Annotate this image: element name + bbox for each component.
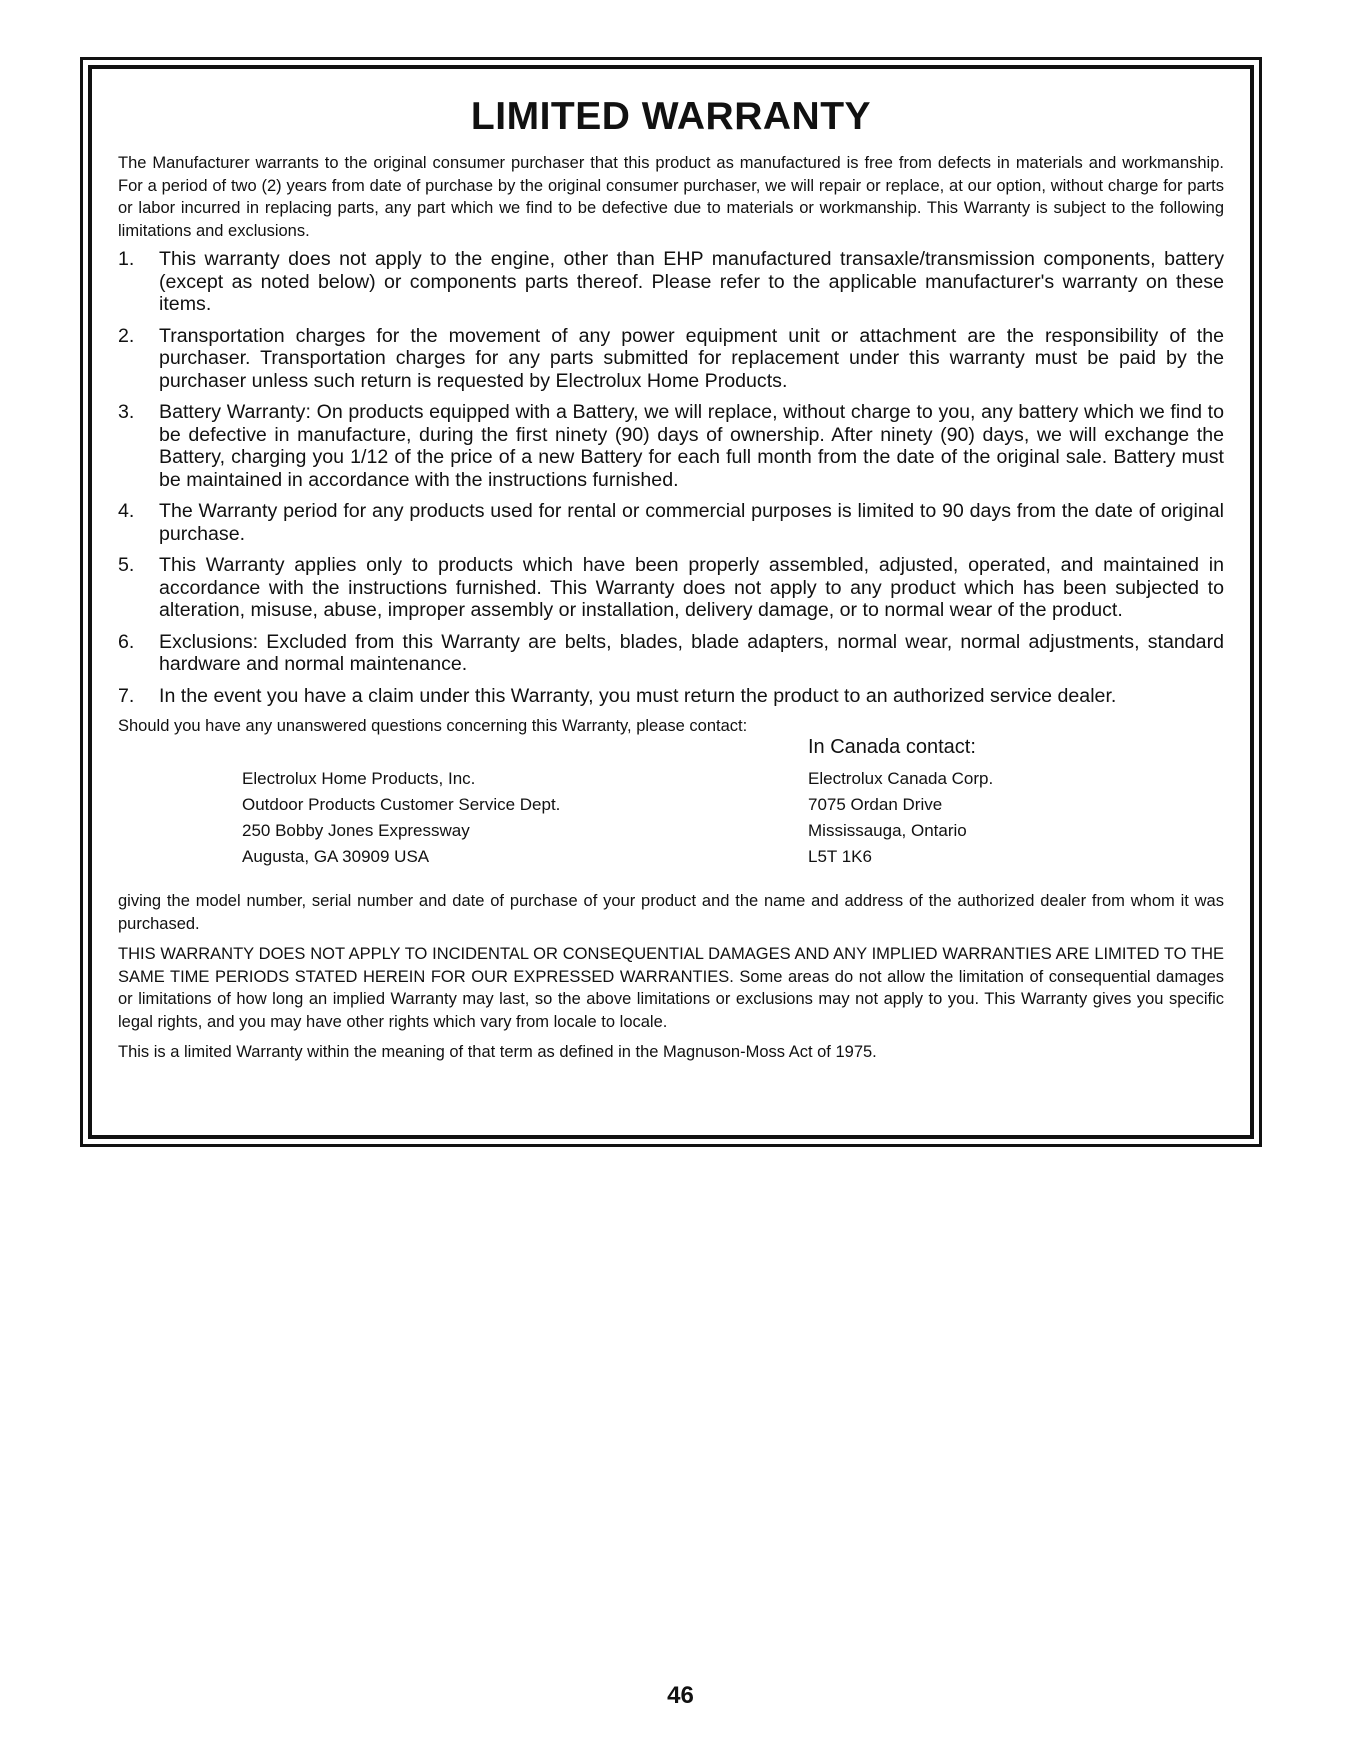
list-item <box>118 500 1224 545</box>
item-number: 4. <box>118 500 135 522</box>
item-number: 3. <box>118 401 135 423</box>
intro-paragraph: The Manufacturer warrants to the original consumer purchaser that this product as manufactured is free from defects in materials and workmanship. For a period of two (2) years from date of purchase by the original consumer purchaser, we will repair or replace, at our option, without charge for parts or labor incurred in replacing parts, any part which we find to be defective due to materials or workmanship. This Warranty is subject to the following limitations and exclusions. <box>118 154 1224 240</box>
page-number: 46 <box>667 1682 694 1709</box>
item-text: This warranty does not apply to the engine, other than EHP manufactured transaxle/transmission components, battery (except as noted below) or components parts thereof. Please refer to the applicable manufacturer's warranty on these items. <box>159 248 1224 315</box>
item-number: 6. <box>118 630 135 653</box>
address-line: L5T 1K6 <box>808 847 872 866</box>
item-number: 2. <box>118 324 135 347</box>
closing-paragraph: This is a limited Warranty within the meaning of that term as defined in the Magnuson-Moss Act of 1975. <box>118 1043 877 1061</box>
contact-intro: Should you have any unanswered questions concerning this Warranty, please contact: <box>118 717 748 735</box>
giving-paragraph: giving the model number, serial number and date of purchase of your product and the name and address of the authorized dealer from whom it was purchased. <box>118 892 1224 933</box>
address-line: Electrolux Home Products, Inc. <box>242 769 476 788</box>
item-number: 1. <box>118 248 135 270</box>
page-title: LIMITED WARRANTY <box>470 95 872 138</box>
address-line: Electrolux Canada Corp. <box>808 769 994 788</box>
address-line: 250 Bobby Jones Expressway <box>242 821 470 840</box>
us-address <box>242 766 560 870</box>
list-item <box>118 248 1224 316</box>
address-line: Outdoor Products Customer Service Dept. <box>242 795 561 814</box>
item-number: 7. <box>118 684 135 707</box>
item-number: 5. <box>118 554 135 576</box>
item-text: This Warranty applies only to products which have been properly assembled, adjusted, operated, and maintained in accordance with the instructions furnished. This Warranty does not apply to any product which has been subjected to alteration, misuse, abuse, improper assembly or installation, delivery damage, or to normal wear of the product. <box>159 554 1224 621</box>
list-item <box>118 325 1224 393</box>
contact-addresses <box>118 766 1224 874</box>
address-line: Mississauga, Ontario <box>808 821 967 840</box>
list-item <box>118 401 1224 491</box>
item-text: In the event you have a claim under this Warranty, you must return the product to an authorized service dealer. <box>159 684 1117 707</box>
item-text: The Warranty period for any products used for rental or commercial purposes is limited to 90 days from the date of original purchase. <box>159 500 1224 545</box>
address-line: 7075 Ordan Drive <box>808 795 943 814</box>
list-item <box>118 554 1224 622</box>
limitations-list <box>118 248 1224 707</box>
address-line: Augusta, GA 30909 USA <box>242 847 430 866</box>
list-item <box>118 685 1224 708</box>
canada-address <box>808 766 993 870</box>
disclaimer-paragraph: THIS WARRANTY DOES NOT APPLY TO INCIDENTAL OR CONSEQUENTIAL DAMAGES AND ANY IMPLIED WARRANTIES ARE LIMITED TO THE SAME TIME PERIODS STATED HEREIN FOR OUR EXPRESSED WARRANTIES. Some areas do not allow the limitation of consequential damages or limitations of how long an implied Warranty may last, so the above limitations or exclusions may not apply to you. This Warranty gives you specific legal rights, and you may have other rights which vary from locale to locale. <box>118 945 1224 1031</box>
warranty-box <box>88 65 1254 1139</box>
item-text: Exclusions: Excluded from this Warranty are belts, blades, blade adapters, normal wear, normal adjustments, standard hardware and normal maintenance. <box>159 630 1224 675</box>
item-text: Battery Warranty: On products equipped with a Battery, we will replace, without charge to you, any battery which we find to be defective in manufacture, during the first ninety (90) days of ownership. After ninety (90) days, we will exchange the Battery, charging you 1/12 of the price of a new Battery for each full month from the date of the original sale. Battery must be maintained in accordance with the instructions furnished. <box>159 401 1224 491</box>
list-item <box>118 631 1224 676</box>
canada-heading-row <box>118 736 1224 760</box>
item-text: Transportation charges for the movement of any power equipment unit or attachment are the responsibility of the purchaser. Transportation charges for any parts submitted for replacement under this warranty must be paid by the purchaser unless such return is requested by Electrolux Home Products. <box>159 324 1224 392</box>
canada-heading: In Canada contact: <box>808 736 976 758</box>
